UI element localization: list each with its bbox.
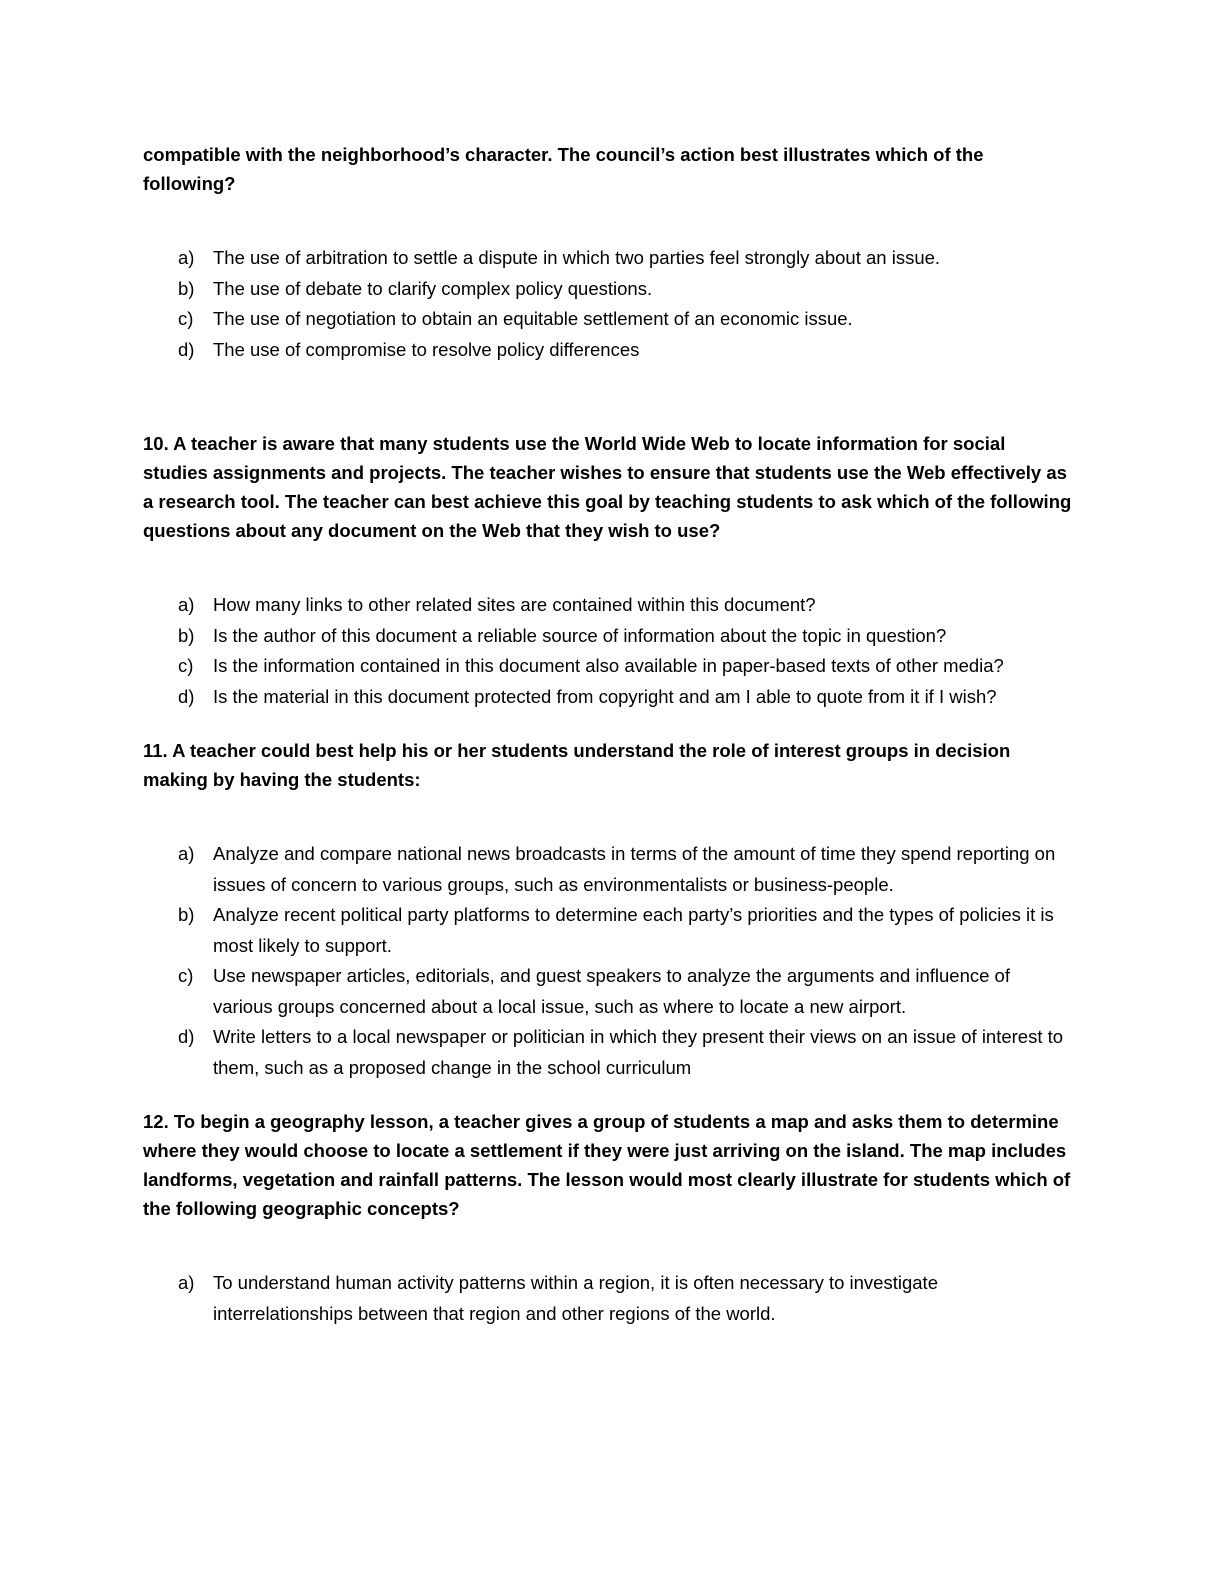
option-text: How many links to other related sites are contained within this document? <box>213 594 816 615</box>
question-11 <box>143 736 1073 794</box>
option-letter: d) <box>178 338 195 360</box>
answer-option-c <box>143 304 1073 335</box>
option-text: Analyze recent political party platforms to determine each party’s priorities and the types of policies it is most likely to support. <box>213 904 1054 956</box>
answer-option-b <box>143 900 1073 961</box>
answer-options-q12 <box>143 1268 1073 1329</box>
option-letter: a) <box>178 1272 195 1293</box>
option-text: The use of debate to clarify complex policy questions. <box>213 277 653 299</box>
option-letter: c) <box>178 655 194 676</box>
option-text: Use newspaper articles, editorials, and guest speakers to analyze the arguments and influence of various groups concerned about a local issue, such as where to locate a new airport. <box>213 965 1010 1017</box>
question-9-continuation <box>143 140 1073 198</box>
option-letter: a) <box>178 843 195 864</box>
option-text: Is the author of this document a reliable source of information about the topic in question? <box>213 624 947 646</box>
option-text: Analyze and compare national news broadcasts in terms of the amount of time they spend reporting on issues of concern to various groups, such as environmentalists or business-people. <box>213 843 1056 895</box>
option-text: The use of compromise to resolve policy differences <box>213 338 640 360</box>
document-page <box>143 140 1073 1329</box>
answer-options-q9 <box>143 243 1073 365</box>
answer-option-b <box>143 621 1073 652</box>
question-text: 10. A teacher is aware that many students use the World Wide Web to locate information for social studies assignments and projects. The teacher wishes to ensure that students use the Web effectively as a research tool. The teacher can best achieve this goal by teaching students to ask which of the following questions about any document on the Web that they wish to use? <box>143 433 1072 541</box>
option-text: To understand human activity patterns within a region, it is often necessary to investigate interrelationships between that region and other regions of the world. <box>213 1272 938 1324</box>
option-letter: c) <box>178 965 194 986</box>
option-letter: c) <box>178 308 194 329</box>
option-text: Is the information contained in this document also available in paper-based texts of other media? <box>213 655 1004 676</box>
option-text: The use of arbitration to settle a dispute in which two parties feel strongly about an issue. <box>213 247 941 268</box>
option-text: Write letters to a local newspaper or politician in which they present their views on an issue of interest to them, such as a proposed change in the school curriculum <box>213 1026 1064 1078</box>
question-10 <box>143 429 1073 545</box>
option-letter: d) <box>178 685 195 707</box>
answer-option-a <box>143 243 1073 274</box>
option-letter: b) <box>178 904 195 925</box>
answer-option-d <box>143 335 1073 366</box>
question-text: compatible with the neighborhood’s character. The council’s action best illustrates which of the following? <box>143 144 984 194</box>
option-letter: d) <box>178 1026 195 1047</box>
answer-options-q11 <box>143 839 1073 1083</box>
option-text: The use of negotiation to obtain an equitable settlement of an economic issue. <box>213 308 853 329</box>
question-text: 12. To begin a geography lesson, a teacher gives a group of students a map and asks them to determine where they would choose to locate a settlement if they were just arriving on the island. The map includes landforms, vegetation and rainfall patterns. The lesson would most clearly illustrate for students which of the following geographic concepts? <box>143 1111 1071 1219</box>
option-letter: b) <box>178 277 195 299</box>
answer-option-c <box>143 961 1073 1022</box>
option-text: Is the material in this document protected from copyright and am I able to quote from it if I wish? <box>213 685 997 707</box>
answer-option-b <box>143 274 1073 305</box>
option-letter: a) <box>178 247 195 268</box>
answer-option-d <box>143 682 1073 713</box>
answer-options-q10 <box>143 590 1073 712</box>
question-text: 11. A teacher could best help his or her students understand the role of interest groups in decision making by having the students: <box>143 740 1011 790</box>
question-12 <box>143 1107 1073 1223</box>
option-letter: a) <box>178 594 195 615</box>
answer-option-d <box>143 1022 1073 1083</box>
answer-option-a <box>143 590 1073 621</box>
answer-option-c <box>143 651 1073 682</box>
option-letter: b) <box>178 624 195 646</box>
answer-option-a <box>143 1268 1073 1329</box>
answer-option-a <box>143 839 1073 900</box>
